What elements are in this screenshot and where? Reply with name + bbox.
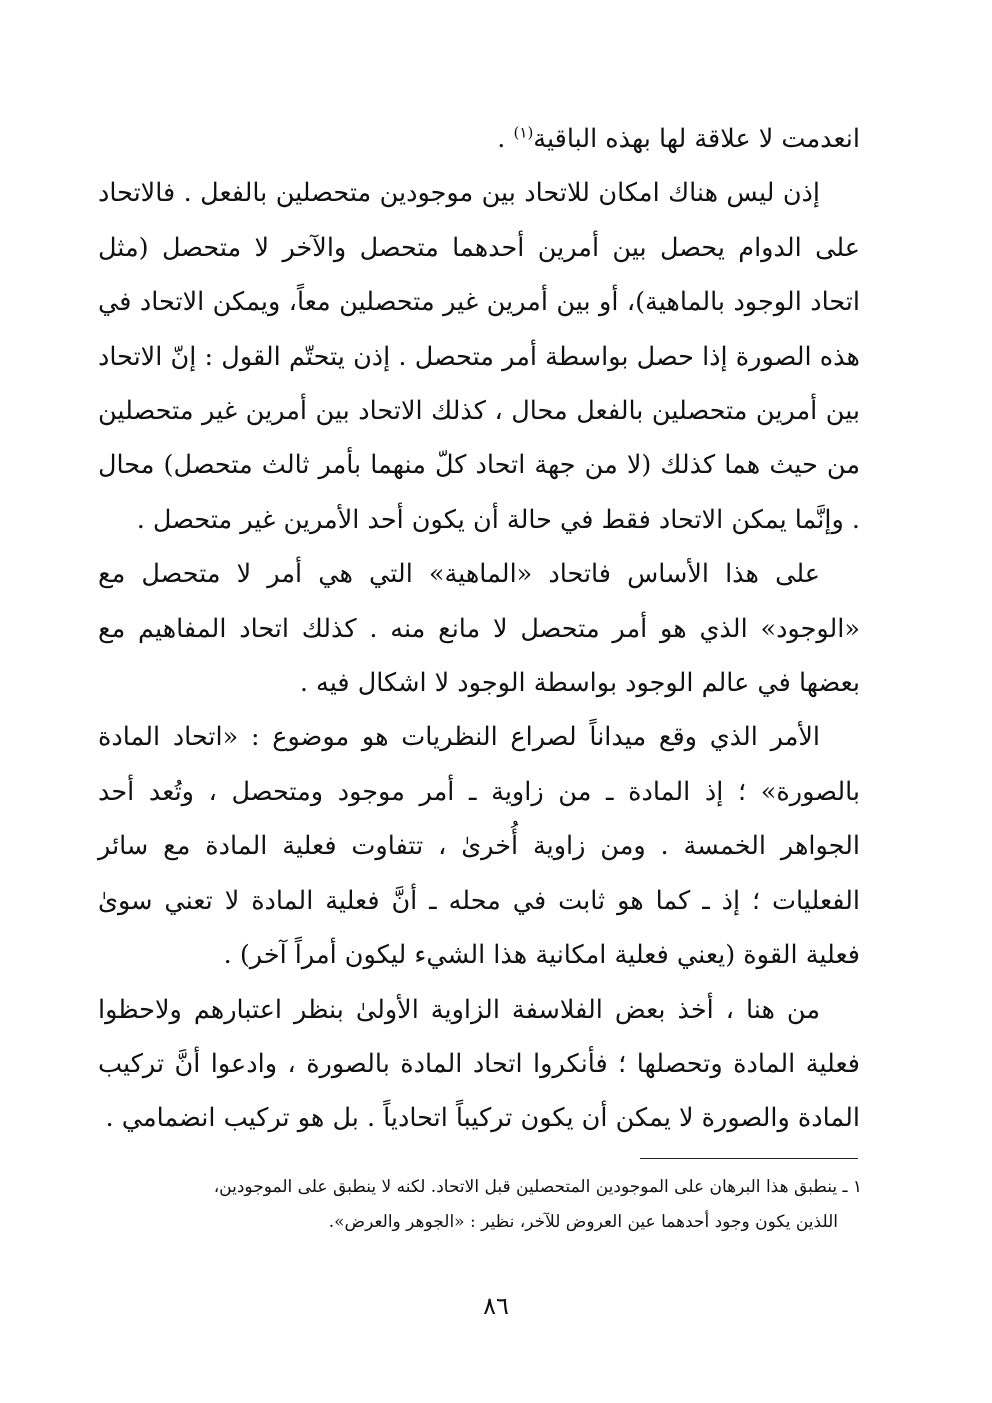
footnote-line-1: ١ ـ ينطبق هذا البرهان على الموجودين المتحصلين قبل الاتحاد. لكنه لا ينطبق على الموجودين، bbox=[213, 1177, 862, 1197]
page-number: ٨٦ bbox=[483, 1292, 509, 1320]
paragraph-4: الأمر الذي وقع ميداناً لصراع النظريات هو موضوع : «اتحاد المادة بالصورة» ؛ إذ المادة ـ من زاوية ـ أمر موجود ومتحصل ، وتُعد أحد الجواهر الخمسة . ومن زاوية أُخرىٰ ، تتفاوت فعلية المادة مع سائر الفعليات ؛ إذ ـ كما هو ثابت في محله ـ أنَّ فعلية المادة لا تعني سوىٰ فعلية القوة (يعني فعلية امكانية هذا الشيء ليكون أمراً آخر) . bbox=[98, 722, 860, 971]
paragraph-1-text: انعدمت لا علاقة لها بهذه الباقية bbox=[533, 124, 860, 154]
paragraph-5: من هنا ، أخذ بعض الفلاسفة الزاوية الأولىٰ بنظر اعتبارهم ولاحظوا فعلية المادة وتحصلها ؛ فأنكروا اتحاد المادة بالصورة ، وادعوا أنَّ تركيب المادة والصورة لا يمكن أن يكون تركيباً اتحادياً . بل هو تركيب انضمامي . bbox=[98, 994, 860, 1134]
paragraph-1 bbox=[98, 112, 860, 166]
paragraph-1-end: . bbox=[497, 124, 514, 154]
footnote-divider bbox=[640, 1158, 858, 1159]
footnote bbox=[98, 1170, 862, 1240]
body-text bbox=[98, 112, 860, 1146]
paragraph-3: على هذا الأساس فاتحاد «الماهية» التي هي أمر لا متحصل مع «الوجود» الذي هو أمر متحصل لا مانع منه . كذلك اتحاد المفاهيم مع بعضها في عالم الوجود بواسطة الوجود لا اشكال فيه . bbox=[98, 559, 860, 699]
paragraph-2: إذن ليس هناك امكان للاتحاد بين موجودين متحصلين بالفعل . فالاتحاد على الدوام يحصل بين أمرين أحدهما متحصل والآخر لا متحصل (مثل اتحاد الوجود بالماهية)، أو بين أمرين غير متحصلين معاً، ويمكن الاتحاد في هذه الصورة إذا حصل بواسطة أمر متحصل . إذن يتحتّم القول : إنّ الاتحاد بين أمرين متحصلين بالفعل محال ، كذلك الاتحاد بين أمرين غير متحصلين من حيث هما كذلك (لا من جهة اتحاد كلّ منهما بأمر ثالث متحصل) محال . وإنَّما يمكن الاتحاد فقط في حالة أن يكون أحد الأمرين غير متحصل . bbox=[98, 178, 860, 535]
footnote-line-2: اللذين يكون وجود أحدهما عين العروض للآخر، نظير : «الجوهر والعرض». bbox=[328, 1212, 838, 1232]
footnote-reference[interactable]: (١) bbox=[513, 123, 534, 142]
